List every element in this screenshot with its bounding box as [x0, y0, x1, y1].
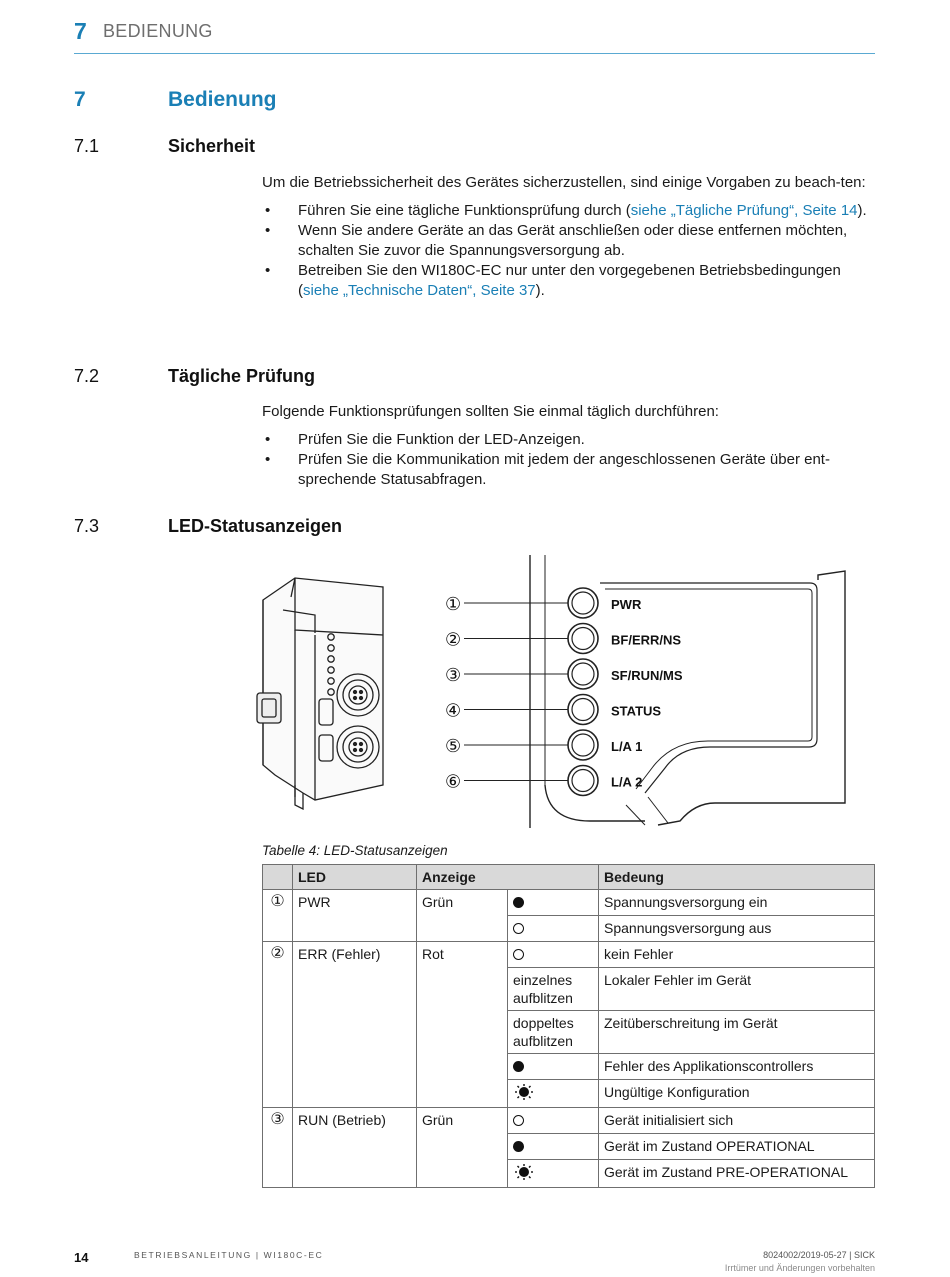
led-lens [572, 699, 594, 721]
led-callout-2 [445, 624, 681, 654]
blinking-dot-icon [513, 1084, 535, 1100]
callout-number: ① [445, 594, 462, 615]
led-lens [572, 663, 594, 685]
led-state [508, 1134, 599, 1160]
led-number: ② [263, 942, 293, 1108]
led-label: L/A 2 [611, 774, 643, 790]
section-7-2-number: 7.2 [74, 366, 100, 386]
led-meaning: Gerät im Zustand OPERATIONAL [599, 1134, 875, 1160]
section-7-3-title: LED-Statusanzeigen [168, 516, 343, 536]
section-7-1-title: Sicherheit [168, 136, 256, 156]
led-name: PWR [293, 890, 417, 942]
header-led: LED [293, 865, 417, 890]
running-header-title: BEDIENUNG [103, 21, 213, 41]
filled-dot-icon [513, 897, 524, 908]
blinking-dot-icon [513, 1164, 535, 1180]
led-callout-5 [445, 730, 642, 760]
header-num [263, 865, 293, 890]
link-taegliche-pruefung[interactable]: siehe „Tägliche Prüfung“, Seite 14 [630, 202, 858, 219]
led-color: Grün [417, 890, 508, 942]
header-bedeutung: Bedeung [599, 865, 875, 890]
section-7-2-title: Tägliche Prüfung [168, 366, 316, 386]
led-label: BF/ERR/NS [611, 632, 682, 648]
led-label: SF/RUN/MS [611, 668, 683, 683]
led-state [508, 1108, 599, 1134]
led-state-text: einzelnes aufblitzen [513, 972, 573, 1006]
callout-number: ⑥ [445, 771, 462, 793]
led-panel-diagram [440, 553, 850, 833]
led-meaning: Fehler des Applikationscontrollers [599, 1054, 875, 1080]
led-state [508, 916, 599, 942]
led-state [508, 968, 599, 1011]
led-meaning: Spannungsversorgung aus [599, 916, 875, 942]
led-name: RUN (Betrieb) [293, 1108, 417, 1188]
device-illustration [255, 575, 390, 810]
section-7-1-body [262, 173, 874, 301]
running-header-number: 7 [74, 18, 87, 44]
list-item-text: ). [857, 202, 867, 219]
led-state [508, 942, 599, 968]
led-meaning: Gerät initialisiert sich [599, 1108, 875, 1134]
led-meaning: Gerät im Zustand PRE-OPERATIONAL [599, 1160, 875, 1188]
table-header-row [263, 865, 875, 890]
section-7-1-list [262, 201, 874, 301]
list-item-text: Führen Sie eine tägliche Funktionsprüfung durch ( [298, 202, 631, 219]
led-state-text: doppeltes aufblitzen [513, 1015, 574, 1049]
led-meaning: kein Fehler [599, 942, 875, 968]
led-label: STATUS [611, 703, 662, 719]
led-lens [572, 734, 594, 756]
section-7-1-intro: Um die Betriebssicherheit des Gerätes sicherzustellen, sind einige Vorgaben zu beach-ten: [262, 174, 866, 191]
table-caption: Tabelle 4: LED-Statusanzeigen [262, 843, 448, 858]
page-number: 14 [74, 1250, 89, 1265]
list-item [262, 261, 874, 301]
led-lens [572, 628, 594, 650]
section-7-2-body [262, 402, 874, 490]
led-name: ERR (Fehler) [293, 942, 417, 1108]
section-7-1-number: 7.1 [74, 136, 100, 156]
led-label: PWR [611, 597, 642, 612]
list-item: • Prüfen Sie die Kommunikation mit jedem der angeschlossenen Geräte über ent-sprechende Statusabfragen. [262, 450, 874, 490]
led-state [508, 1160, 599, 1188]
led-state [508, 1080, 599, 1108]
callout-number: ③ [445, 665, 462, 686]
table-row [263, 942, 875, 968]
list-item: • Wenn Sie andere Geräte an das Gerät anschließen oder diese entfernen möchten, schalten Sie zuvor die Spannungsversorgung ab. [262, 221, 874, 261]
link-technische-daten[interactable]: siehe „Technische Daten“, Seite 37 [303, 282, 536, 299]
header-anzeige: Anzeige [417, 865, 599, 890]
led-meaning: Spannungsversorgung ein [599, 890, 875, 916]
chapter-title: Bedienung [168, 88, 277, 111]
table-row [263, 890, 875, 916]
footer-note: Irrtümer und Änderungen vorbehalten [724, 1263, 875, 1273]
led-label: L/A 1 [611, 739, 643, 754]
list-item: • Prüfen Sie die Funktion der LED-Anzeigen. [262, 430, 874, 450]
callout-number: ⑤ [445, 736, 462, 757]
led-callout-1 [445, 588, 642, 618]
led-status-table [262, 864, 875, 1188]
led-callout-4 [445, 695, 661, 725]
filled-dot-icon [513, 1141, 524, 1152]
footer-reference: 8024002/2019-05-27 | SICK [763, 1250, 875, 1260]
led-meaning: Zeitüberschreitung im Gerät [599, 1011, 875, 1054]
empty-dot-icon [513, 949, 524, 960]
led-color: Grün [417, 1108, 508, 1188]
section-7-2-list [262, 430, 874, 490]
led-color: Rot [417, 942, 508, 1108]
footer-document: BETRIEBSANLEITUNG | WI180C-EC [134, 1250, 324, 1260]
list-item-text: Betreiben Sie den WI180C-EC nur unter den vorgegebenen Betriebsbedingungen ( [298, 262, 841, 299]
empty-dot-icon [513, 923, 524, 934]
table-row [263, 1108, 875, 1134]
filled-dot-icon [513, 1061, 524, 1072]
empty-dot-icon [513, 1115, 524, 1126]
led-number: ③ [263, 1108, 293, 1188]
led-callout-3 [445, 659, 683, 689]
led-state [508, 890, 599, 916]
led-meaning: Lokaler Fehler im Gerät [599, 968, 875, 1011]
led-number: ① [263, 890, 293, 942]
callout-number: ④ [445, 700, 462, 722]
led-meaning: Ungültige Konfiguration [599, 1080, 875, 1108]
led-state [508, 1011, 599, 1054]
list-item [262, 201, 874, 221]
section-7-2-intro: Folgende Funktionsprüfungen sollten Sie einmal täglich durchführen: [262, 403, 719, 420]
header-divider [74, 53, 875, 54]
list-item-text: ). [535, 282, 545, 299]
section-7-3-number: 7.3 [74, 516, 100, 536]
led-state [508, 1054, 599, 1080]
led-lens [572, 770, 594, 792]
led-lens [572, 592, 594, 614]
callout-number: ② [445, 629, 462, 651]
chapter-number: 7 [74, 88, 86, 111]
led-callout-6 [445, 766, 642, 796]
